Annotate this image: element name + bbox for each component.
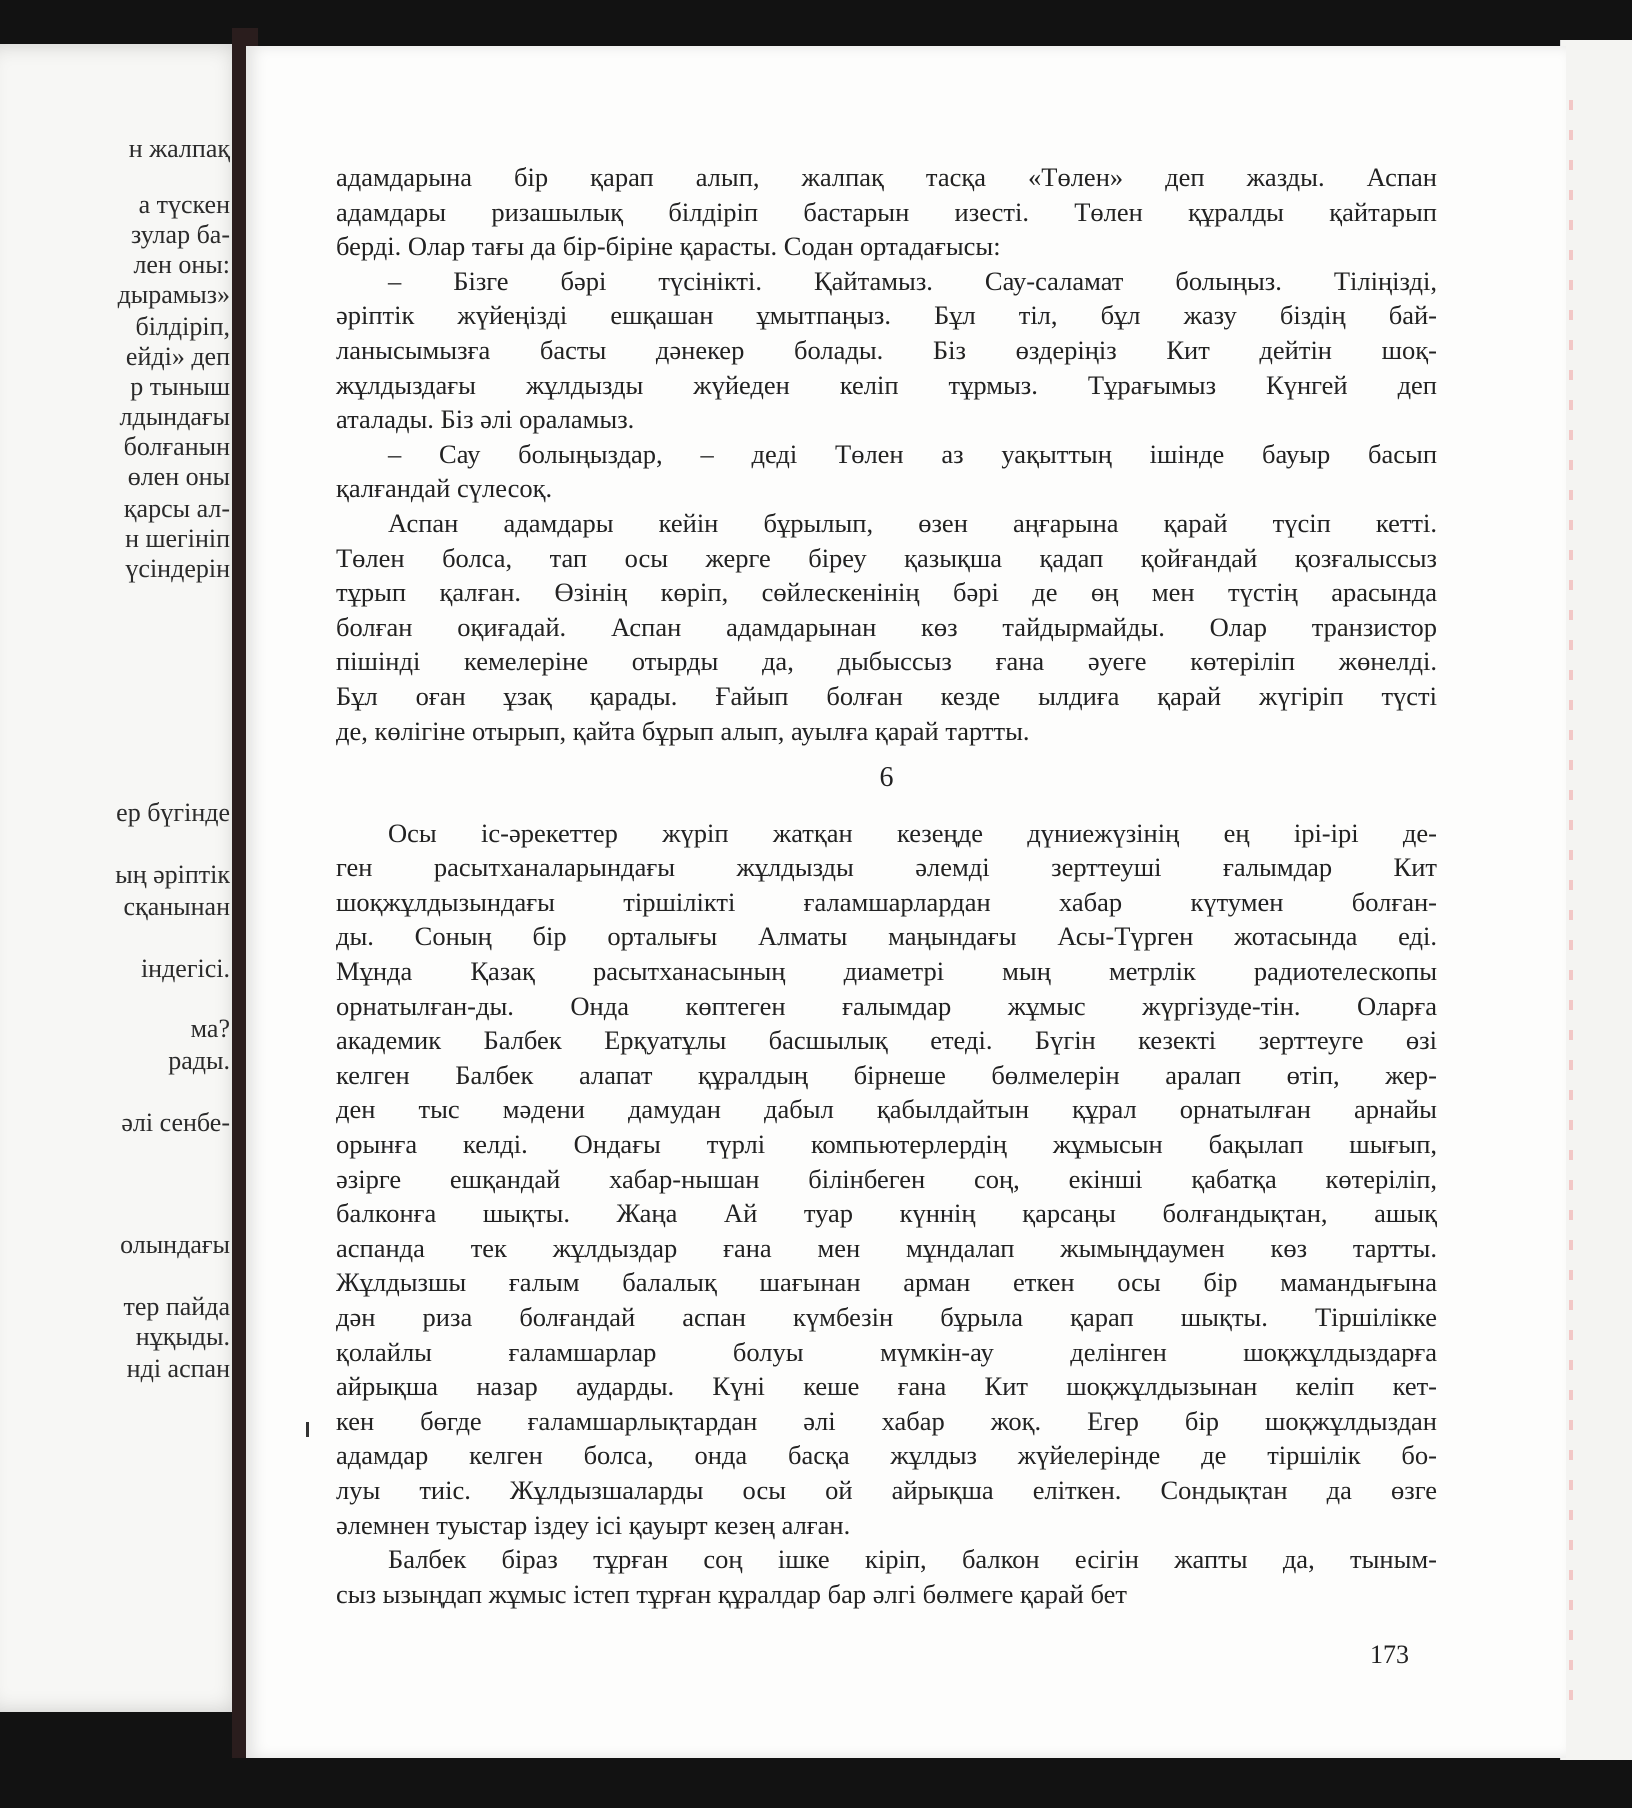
left-page-line: білдіріп, (135, 312, 230, 341)
ink-mark (306, 1422, 309, 1437)
left-page-line: н жалпақ (128, 134, 230, 163)
paragraph (336, 816, 1437, 1542)
page-body (336, 160, 1437, 1611)
text-line: тұрып қалған. Өзінің көріп, сөйлескенінің бәрі де өң мен түстің арасында (336, 577, 1437, 608)
left-page-line: өлен оны (127, 462, 230, 491)
left-page-line: р тыныш (130, 372, 230, 401)
left-page (0, 44, 250, 1712)
text-line: адамдарына бір қарап алып, жалпақ тасқа «Төлен» деп жазды. Аспан (336, 162, 1437, 192)
text-line: сыз ызыңдап жұмыс істеп тұрған құралдар бар әлгі бөлмеге қарай бет (336, 1578, 1127, 1609)
text-line: Осы іс-әрекеттер жүріп жатқан кезеңде дүниежүзінің ең ірі-ірі де- (388, 817, 1437, 848)
left-page-line: рады. (168, 1046, 230, 1075)
text-line: қалғандай сүлесоқ. (336, 473, 553, 504)
text-line: ген расытханаларындағы жұлдызды әлемді зерттеуші ғалымдар Кит (336, 852, 1437, 883)
text-line: – Бізге бәрі түсінікті. Қайтамыз. Сау-саламат болыңыз. Тіліңізді, (388, 265, 1437, 296)
text-line: Бұл оған ұзақ қарады. Ғайып болған кезде ылдиға қарай жүгіріп түсті (336, 680, 1437, 711)
text-line: орынға келді. Ондағы түрлі компьютерлердің жұмысын бақылап шығып, (336, 1129, 1437, 1160)
text-line: ден тыс мәдени дамудан дабыл қабылдайтын құрал орнатылған арнайы (336, 1094, 1437, 1125)
left-page-line: болғанын (123, 432, 230, 461)
paragraph (336, 1542, 1437, 1611)
text-line: балконға шықты. Жаңа Ай туар күннің қарсаңы болғандықтан, ашық (336, 1198, 1437, 1229)
left-page-line: әлі сенбе- (121, 1108, 230, 1137)
section-before (336, 160, 1437, 748)
paragraph (336, 437, 1437, 506)
left-page-line: лдындағы (119, 402, 230, 431)
left-page-line: ер бүгінде (116, 798, 230, 827)
text-line: де, көлігіне отырып, қайта бұрып алып, ауылға қарай тартты. (336, 715, 1030, 746)
right-page (246, 46, 1566, 1758)
left-page-line: тер пайда (123, 1292, 230, 1321)
left-page-line: нұқыды. (135, 1322, 230, 1351)
text-line: дән риза болғандай аспан күмбезін бұрыла қарап шықты. Тіршілікке (336, 1302, 1437, 1332)
text-line: Мұнда Қазақ расытханасының диаметрі мың метрлік радиотелескопы (336, 956, 1437, 987)
left-page-line: індегісі. (140, 954, 230, 983)
section-after (336, 816, 1437, 1612)
text-line: берді. Олар тағы да бір-біріне қарасты. Содан ортадағысы: (336, 231, 1001, 262)
left-page-line: олындағы (120, 1230, 230, 1259)
left-page-line: нді аспан (126, 1354, 230, 1383)
text-line: – Сау болыңыздар, – деді Төлен аз уақыттың ішінде бауыр басып (388, 438, 1437, 469)
text-line: академик Балбек Ерқуатұлы басшылық етеді. Бүгін кезекті зерттеуге өзі (336, 1025, 1437, 1056)
text-line: әзірге ешқандай хабар-нышан білінбеген соң, екінші қабатқа көтеріліп, (336, 1163, 1437, 1194)
text-line: әлемнен туыстар іздеу ісі қауырт кезең алған. (336, 1509, 851, 1540)
text-line: пішінді кемелеріне отырды да, дыбыссыз ғана әуеге көтеріліп жөнелді. (336, 646, 1437, 677)
text-line: Балбек біраз тұрған соң ішке кіріп, балкон есігін жапты да, тыным- (388, 1544, 1437, 1575)
text-line: жұлдыздағы жұлдызды жүйеден келіп тұрмыз. Тұрағымыз Күнгей деп (336, 369, 1437, 400)
left-page-line: ың әріптік (115, 860, 230, 889)
text-line: қолайлы ғаламшарлар болуы мүмкін-ау делінген шоқжұлдыздарға (336, 1336, 1437, 1367)
page-number: 173 (1370, 1640, 1409, 1669)
paragraph (336, 264, 1437, 437)
text-line: әріптік жүйеңізді ешқашан ұмытпаңыз. Бұл тіл, бұл жазу біздің бай- (336, 300, 1437, 331)
text-line: Аспан адамдары кейін бұрылып, өзен аңғарына қарай түсіп кетті. (388, 507, 1437, 538)
left-page-line: үсіндерін (125, 554, 230, 583)
cover-edge (1560, 40, 1632, 1760)
paragraph (336, 506, 1437, 748)
text-line: орнатылған-ды. Онда көптеген ғалымдар жұмыс жүргізуде-тін. Оларға (336, 990, 1437, 1021)
left-page-line: ма? (190, 1014, 230, 1043)
paragraph (336, 160, 1437, 264)
text-line: аспанда тек жұлдыздар ғана мен мұндалап жымыңдаумен көз тартты. (336, 1232, 1437, 1263)
text-line: ланысымызға басты дәнекер болады. Біз өздеріңіз Кит дейтін шоқ- (336, 334, 1437, 365)
text-line: шоқжұлдызындағы тіршілікті ғаламшарлардан хабар күтумен болған- (336, 886, 1437, 917)
left-page-line: ейді» деп (125, 342, 230, 371)
text-line: айрықша назар аударды. Күні кеше ғана Кит шоқжұлдызынан келіп кет- (336, 1371, 1437, 1402)
left-page-line: зулар ба- (130, 220, 230, 249)
left-page-line: лен оны: (133, 250, 230, 279)
text-line: аталады. Біз әлі ораламыз. (336, 404, 635, 435)
text-line: болған оқиғадай. Аспан адамдарынан көз тайдырмайды. Олар транзистор (336, 611, 1437, 642)
left-page-line: сқанынан (123, 892, 230, 921)
left-page-line: қарсы ал- (123, 494, 230, 523)
text-line: адамдар келген болса, онда басқа жұлдыз жүйелерінде де тіршілік бо- (336, 1440, 1437, 1471)
text-line: кен бөгде ғаламшарлықтардан әлі хабар жоқ. Егер бір шоқжұлдыздан (336, 1405, 1437, 1436)
left-page-line: дырамыз» (117, 280, 230, 309)
left-page-line: а түскен (138, 190, 230, 219)
text-line: луы тиіс. Жұлдызшаларды осы ой айрықша еліткен. Сондықтан да өзге (336, 1474, 1437, 1505)
left-page-line: н шегініп (125, 524, 230, 553)
chapter-number: 6 (879, 762, 894, 794)
text-line: Жұлдызшы ғалым балалық шағынан арман еткен осы бір мамандығына (336, 1267, 1437, 1298)
text-line: келген Балбек алапат құралдың бірнеше бөлмелерін аралап өтіп, жер- (336, 1059, 1437, 1090)
text-line: Төлен болса, тап осы жерге біреу қазықша қадап қойғандай қозғалыссыз (336, 542, 1437, 573)
text-line: ды. Соның бір орталығы Алматы маңындағы Асы-Түрген жотасында еді. (336, 921, 1437, 952)
text-line: адамдары ризашылық білдіріп бастарын изесті. Төлен құралды қайтарып (336, 196, 1437, 227)
